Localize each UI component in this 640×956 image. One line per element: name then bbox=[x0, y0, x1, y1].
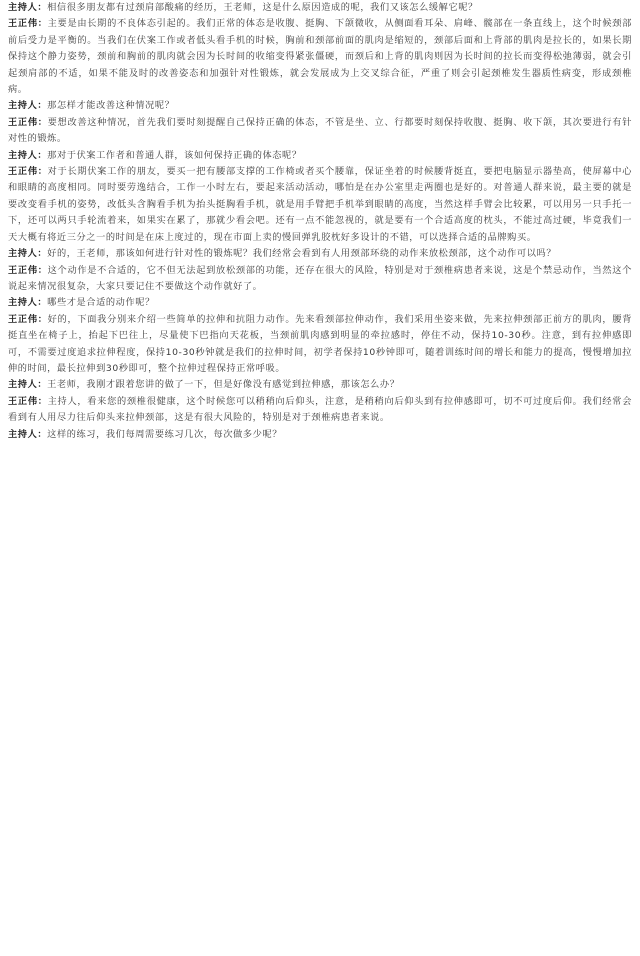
utterance-text: 要想改善这种情况，首先我们要时刻提醒自己保持正确的体态，不管是坐、立、行都要时刻保持收腹、挺胸、收下颌，其次要进行有针对性的锻炼。 bbox=[8, 116, 632, 145]
speaker-label: 王正伟： bbox=[8, 166, 48, 178]
utterance-text: 对于长期伏案工作的朋友，要买一把有腰部支撑的工作椅或者买个腰靠，保证坐着的时候腰背挺直，要把电脑显示器垫高，使屏幕中心和眼睛的高度相同。同时要劳逸结合，工作一小时左右，要起来活动活动，哪怕是在办公室里走两圈也是好的。对普通人群来说，最主要的就是要改变看手机的姿势，改低头含胸看手机为抬头挺胸看手机，就是用手臂把手机举到眼睛的高度，当然这样手臂会比较累，可以用另一只手托一下，还可以两只手轮流着来，如果实在累了，那就少看会吧。还有一点不能忽视的，就是要有一个合适高度的枕头，不能过高过硬，毕竟我们一天大概有将近三分之一的时间是在床上度过的，现在市面上卖的慢回弹乳胶枕好多设计的不错，可以选择合适的品牌购买。 bbox=[8, 166, 632, 243]
utterance-text: 好的，王老师，那该如何进行针对性的锻炼呢？我们经常会看到有人用颈部环绕的动作来放松颈部，这个动作可以吗？ bbox=[47, 248, 557, 260]
speaker-label: 王正伟： bbox=[8, 18, 48, 30]
dialogue-paragraph bbox=[8, 0, 632, 16]
utterance-text: 好的，下面我分别来介绍一些简单的拉伸和抗阻力动作。先来看颈部拉伸动作，我们采用坐姿来做，先来拉伸颈部正前方的肌肉，腰背挺直坐在椅子上，抬起下巴往上，尽量使下巴指向天花板，当颈前肌肉感到明显的牵拉感时，停住不动，保持10-30秒。注意，到有拉伸感即可，不需要过度追求拉伸程度，保持10-30秒钟就是我们的拉伸时间，初学者保持10秒钟即可，随着训练时间的增长和能力的提高，慢慢增加拉伸的时间，最长拉伸到30秒即可，整个拉伸过程保持正常呼吸。 bbox=[8, 313, 632, 374]
speaker-label: 主持人： bbox=[8, 297, 48, 309]
speaker-label: 王正伟： bbox=[8, 116, 48, 128]
speaker-label: 主持人： bbox=[8, 149, 48, 161]
dialogue-paragraph bbox=[8, 394, 632, 427]
speaker-label: 主持人： bbox=[8, 379, 48, 391]
dialogue-paragraph bbox=[8, 16, 632, 98]
utterance-text: 那对于伏案工作者和普通人群，该如何保持正确的体态呢？ bbox=[47, 149, 302, 161]
dialogue-paragraph bbox=[8, 115, 632, 148]
dialogue-paragraph bbox=[8, 377, 632, 393]
dialogue-paragraph bbox=[8, 295, 632, 311]
utterance-text: 主要是由长期的不良体态引起的。我们正常的体态是收腹、挺胸、下颌微收，从侧面看耳朵、肩峰、髋部在一条直线上，这个时候颈部前后受力是平衡的。当我们在伏案工作或者低头看手机的时候，胸前和颈部前面的肌肉是缩短的，颈部后面和上背部的肌肉是拉长的，如果长期保持这个静力姿势，颈前和胸前的肌肉就会因为长时间的收缩变得紧张僵硬，而颈后和上背的肌肉则因为长时间的拉长而变得松弛薄弱，就会引起颈肩部的不适，如果不能及时的改善姿态和加强针对性锻炼，就会发展成为上交叉综合征，严重了则会引起颈椎发生器质性病变，形成颈椎病。 bbox=[8, 18, 632, 96]
utterance-text: 相信很多朋友都有过颈肩部酸痛的经历，王老师，这是什么原因造成的呢，我们又该怎么缓解它呢？ bbox=[47, 2, 478, 13]
dialogue-paragraph bbox=[8, 246, 632, 262]
dialogue-paragraph bbox=[8, 263, 632, 296]
utterance-text: 主持人，看来您的颈椎很健康，这个时候您可以稍稍向后仰头，注意，是稍稍向后仰头到有拉伸感即可，切不可过度后仰。我们经常会看到有人用尽力往后仰头来拉伸颈部，这是有很大风险的，特别是对于颈椎病患者来说。 bbox=[8, 395, 632, 424]
speaker-label: 王正伟： bbox=[8, 264, 48, 276]
speaker-label: 主持人： bbox=[8, 428, 48, 440]
speaker-label: 主持人： bbox=[8, 248, 48, 260]
speaker-label: 主持人： bbox=[8, 2, 48, 13]
utterance-text: 这样的练习，我们每周需要练习几次，每次做多少呢？ bbox=[47, 428, 283, 440]
dialogue-paragraph bbox=[8, 427, 632, 443]
dialogue-paragraph bbox=[8, 148, 632, 164]
utterance-text: 那怎样才能改善这种情况呢？ bbox=[47, 100, 175, 112]
utterance-text: 这个动作是不合适的，它不但无法起到放松颈部的功能，还存在很大的风险，特别是对于颈椎病患者来说，这是个禁忌动作，当然这个说起来情况很复杂，大家只要记住不要做这个动作就好了。 bbox=[8, 264, 632, 292]
utterance-text: 哪些才是合适的动作呢？ bbox=[47, 297, 155, 309]
dialogue-paragraph bbox=[8, 164, 632, 246]
speaker-label: 王正伟： bbox=[8, 395, 48, 407]
dialogue-paragraph bbox=[8, 312, 632, 378]
speaker-label: 王正伟： bbox=[8, 313, 48, 325]
utterance-text: 王老师，我刚才跟着您讲的做了一下，但是好像没有感觉到拉伸感，那该怎么办？ bbox=[47, 379, 400, 391]
dialogue-paragraph bbox=[8, 98, 632, 114]
speaker-label: 主持人： bbox=[8, 100, 48, 112]
